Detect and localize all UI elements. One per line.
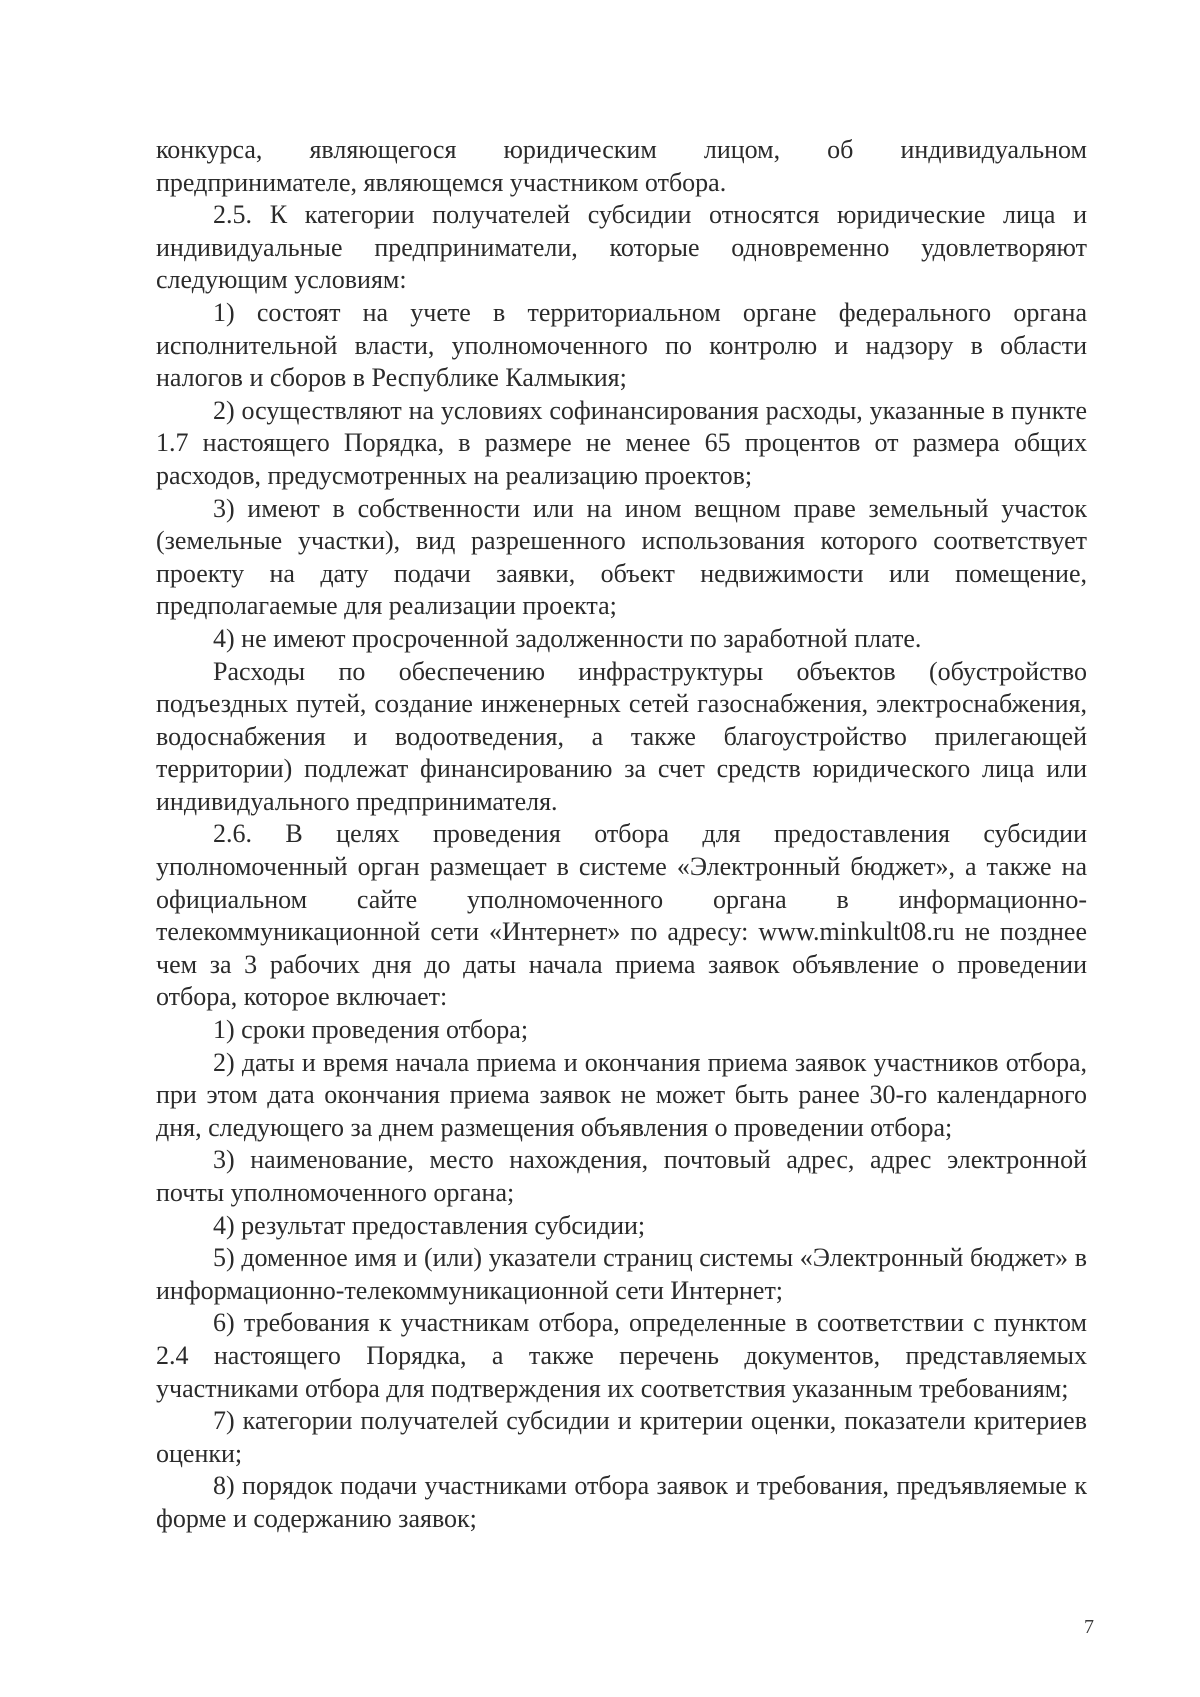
document-body — [156, 134, 1087, 1536]
paragraph-continuation: конкурса, являющегося юридическим лицом, об индивидуальном предпринимателе, являющемся участником отбора. — [156, 135, 1087, 197]
paragraph-2-5-item-3: 3) имеют в собственности или на ином вещном праве земельный участок (земельные участки), вид разрешенного использования которого соответствует проекту на дату подачи заявки, объект недвижимости или помещение, предполагаемые для реализации проекта; — [156, 493, 1087, 621]
paragraph-2-6-item-3: 3) наименование, место нахождения, почтовый адрес, адрес электронной почты уполномоченного органа; — [156, 1145, 1087, 1207]
page-number: 7 — [1084, 1616, 1094, 1638]
paragraph-2-5-item-4: 4) не имеют просроченной задолженности по заработной плате. — [213, 623, 922, 653]
paragraph-2-6: 2.6. В целях проведения отбора для предоставления субсидии уполномоченный орган размещает в системе «Электронный бюджет», а также на официальном сайте уполномоченного органа в информационно-телекоммуникационной сети «Интернет» по адресу: www.minkult08.ru не позднее чем за 3 рабочих дня до даты начала приема заявок объявление о проведении отбора, которое включает: — [156, 819, 1087, 1012]
paragraph-2-6-item-1: 1) сроки проведения отбора; — [213, 1015, 529, 1045]
paragraph-2-6-item-6: 6) требования к участникам отбора, определенные в соответствии с пунктом 2.4 настоящего Порядка, а также перечень документов, представляемых участниками отбора для подтверждения их соответствия указанным требованиям; — [156, 1308, 1087, 1403]
paragraph-2-6-item-2: 2) даты и время начала приема и окончания приема заявок участников отбора, при этом дата окончания приема заявок не может быть ранее 30-го календарного дня, следующего за днем размещения объявления о проведении отбора; — [156, 1047, 1087, 1142]
paragraph-2-6-item-5: 5) доменное имя и (или) указатели страниц системы «Электронный бюджет» в информационно-телекоммуникационной сети Интернет; — [156, 1243, 1087, 1305]
paragraph-2-6-item-8: 8) порядок подачи участниками отбора заявок и требования, предъявляемые к форме и содержанию заявок; — [156, 1471, 1087, 1533]
paragraph-2-5-item-1: 1) состоят на учете в территориальном органе федерального органа исполнительной власти, уполномоченного по контролю и надзору в области налогов и сборов в Республике Калмыкия; — [156, 297, 1087, 393]
paragraph-2-5: 2.5. К категории получателей субсидии относятся юридические лица и индивидуальные предприниматели, которые одновременно удовлетворяют следующим условиям: — [156, 200, 1087, 295]
paragraph-2-6-item-7: 7) категории получателей субсидии и критерии оценки, показатели критериев оценки; — [156, 1406, 1087, 1468]
paragraph-2-6-item-4: 4) результат предоставления субсидии; — [213, 1210, 646, 1240]
paragraph-infrastructure-costs: Расходы по обеспечению инфраструктуры объектов (обустройство подъездных путей, создание инженерных сетей газоснабжения, электроснабжения, водоснабжения и водоотведения, а также благоустройство прилегающей территории) подлежат финансированию за счет средств юридического лица или индивидуального предпринимателя. — [156, 656, 1087, 816]
paragraph-2-5-item-2: 2) осуществляют на условиях софинансирования расходы, указанные в пункте 1.7 настоящего Порядка, в размере не менее 65 процентов от размера общих расходов, предусмотренных на реализацию проектов; — [156, 395, 1087, 490]
